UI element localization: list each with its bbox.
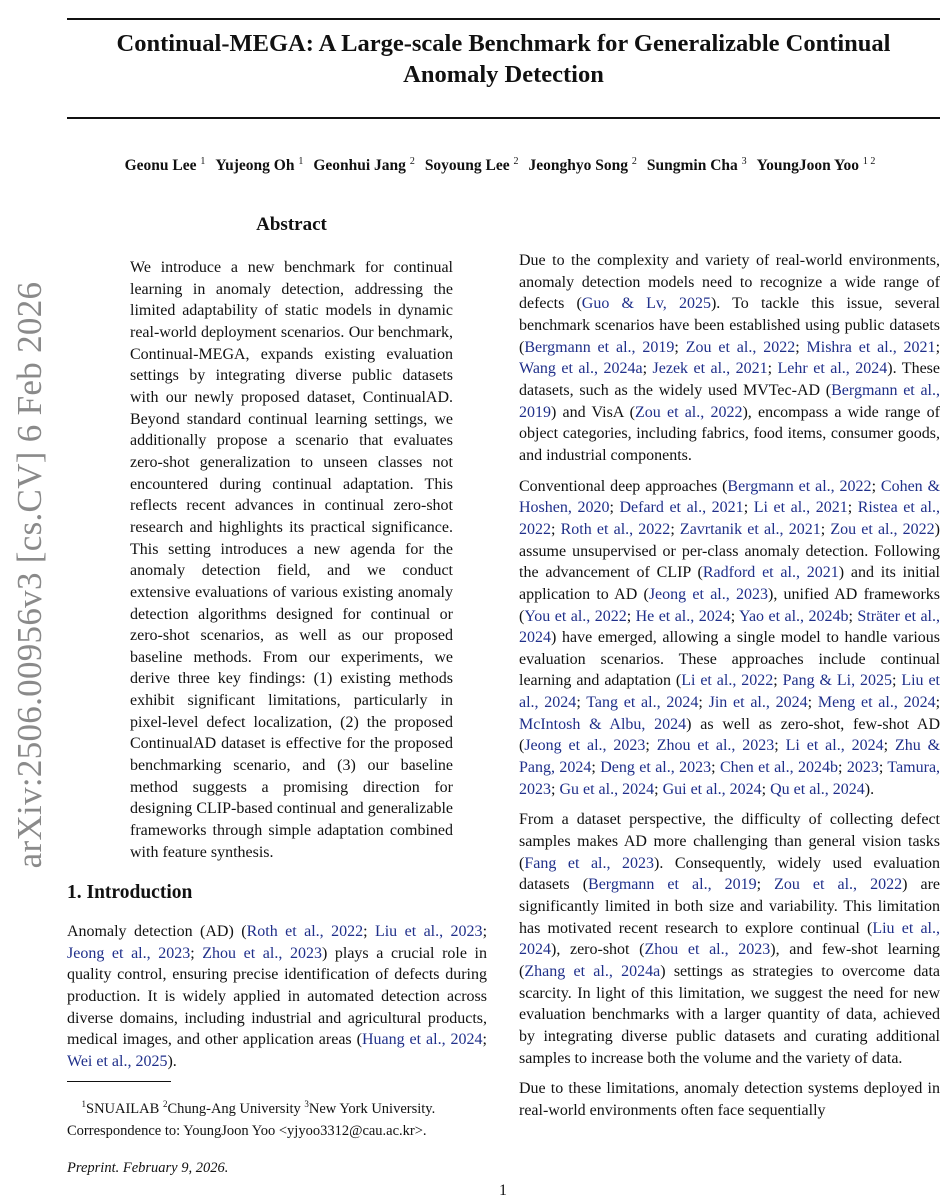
text-run: ), and few-shot learning (	[519, 941, 940, 980]
text-run: ) are significantly limited in both size and variability. This limitation has motivated recent research to explore continual (	[519, 876, 941, 937]
author-affiliation: 2	[513, 156, 519, 167]
author	[757, 157, 876, 174]
footnote-rule	[67, 1081, 171, 1082]
author-list	[60, 156, 940, 175]
text-run: ;	[591, 759, 601, 777]
text-run: ). Consequently, widely used evaluation datasets (	[519, 854, 941, 894]
author	[647, 157, 747, 174]
citation-link[interactable]: Zou et al., 2022	[830, 520, 935, 538]
text-run: ).	[864, 780, 875, 798]
text-run: ;	[847, 499, 858, 517]
paragraph	[519, 809, 940, 1069]
author	[425, 157, 519, 174]
text-run: ;	[774, 737, 786, 755]
author-affiliation: 3	[741, 156, 747, 167]
citation-link[interactable]: Qu et al., 2024	[770, 780, 865, 798]
citation-link[interactable]: Zou et al., 2022	[685, 338, 796, 356]
citation-link[interactable]: Chen et al., 2024b	[719, 759, 839, 777]
author	[125, 157, 206, 174]
text-run: ;	[935, 338, 941, 356]
author	[313, 157, 414, 174]
title-bottom-rule	[67, 117, 940, 119]
citation-link[interactable]: Zhou et al., 2023	[202, 944, 322, 962]
citation-link[interactable]: Pang & Li, 2025	[782, 672, 892, 690]
author-name: Geonhui Jang	[313, 157, 406, 175]
text-run: ;	[609, 499, 620, 517]
citation-link[interactable]: Jeong et al., 2023	[648, 585, 768, 603]
author-affiliation: 1	[298, 156, 304, 167]
citation-link[interactable]: Radford et al., 2021	[702, 564, 839, 582]
text-run: ;	[482, 923, 488, 940]
footnote-correspondence: Correspondence to: YoungJoon Yoo <yjyoo3312@cau.ac.kr>.	[67, 1122, 427, 1139]
citation-link[interactable]: He et al., 2024	[635, 607, 731, 625]
preprint-notice: Preprint. February 9, 2026.	[67, 1160, 229, 1176]
text-run: ;	[795, 338, 807, 356]
text-run: ;	[482, 1031, 487, 1049]
text-run: ;	[576, 694, 587, 712]
arxiv-identifier-sidebar: arXiv:2506.00956v3 [cs.CV] 6 Feb 2026	[10, 281, 49, 869]
text-run: ;	[935, 694, 941, 712]
aff-number: 3	[304, 1099, 309, 1109]
author-affiliation: 1 2	[862, 156, 876, 167]
intro-left-column	[67, 921, 487, 1082]
author-affiliation: 2	[409, 156, 415, 167]
citation-link[interactable]: Bergmann et al., 2019	[524, 338, 675, 356]
text-run: ;	[756, 876, 775, 894]
citation-link[interactable]: Zhou et al., 2023	[656, 737, 775, 755]
text-run: ;	[551, 780, 560, 798]
citation-link[interactable]: Bergmann et al., 2019	[519, 381, 941, 421]
abstract-body	[130, 257, 453, 872]
citation-link[interactable]: Sträter et al., 2024	[519, 607, 941, 647]
text-run: Conventional deep approaches (	[519, 477, 728, 495]
citation-link[interactable]: Jin et al., 2024	[708, 694, 808, 712]
text-run: Anomaly detection (AD) (	[67, 923, 247, 940]
text-run: ) have emerged, allowing a single model to handle various evaluation scenarios. These approaches include continual learning and adaptation (	[519, 629, 940, 690]
text-run: ). These datasets, such as the widely used MVTec-AD (	[519, 360, 941, 399]
text-run: ) and its initial application to AD (	[519, 564, 940, 603]
citation-link[interactable]: Zou et al., 2022	[774, 876, 903, 894]
text-run: ), unified AD frameworks (	[519, 585, 941, 625]
text-run: ;	[838, 759, 847, 777]
text-run: ;	[820, 520, 831, 538]
citation-link[interactable]: Guo & Lv, 2025	[581, 295, 711, 313]
aff-name: SNUAILAB	[86, 1100, 163, 1117]
text-run: ;	[730, 607, 739, 625]
text-run: ;	[848, 607, 858, 625]
author-name: Jeonghyo Song	[528, 157, 629, 175]
text-run: ) as well as zero-shot, few-shot AD (	[519, 715, 940, 755]
author-name: Soyoung Lee	[424, 157, 510, 175]
text-run: ;	[743, 499, 754, 517]
citation-link[interactable]: Liu et al., 2024	[519, 919, 941, 959]
author-name: Sungmin Cha	[646, 157, 738, 175]
text-run: ;	[645, 737, 657, 755]
citation-link[interactable]: Wei et al., 2025	[67, 1052, 168, 1070]
citation-link[interactable]: Lehr et al., 2024	[777, 360, 888, 378]
citation-link[interactable]: Meng et al., 2024	[817, 694, 936, 712]
text-run: Due to the complexity and variety of real-world environments, anomaly detection models need to recognize a wide range of defects (	[519, 252, 940, 313]
page-number: 1	[499, 1182, 507, 1199]
text-run: ;	[654, 780, 663, 798]
citation-link[interactable]: Zhang et al., 2024a	[524, 963, 661, 980]
text-run: ), encompass a wide range of object categories, including fabrics, food items, consumer goods, and industrial components.	[519, 403, 941, 464]
author	[529, 157, 637, 174]
citation-link[interactable]: Fang et al., 2023	[524, 854, 655, 872]
text-run: ;	[871, 477, 881, 495]
aff-name: New York University.	[308, 1100, 436, 1117]
text-run: ;	[767, 360, 778, 378]
citation-link[interactable]: Tamura, 2023	[519, 759, 941, 798]
abstract-heading: Abstract	[256, 214, 327, 235]
text-run: ) settings as strategies to overcome data scarcity. In light of this limitation, we suggest the need for new evaluation benchmarks with a larger quantity of data, achieved by integrating diverse public datasets and curating additional samples to increase both the volume and the variety of data.	[519, 963, 940, 1067]
citation-link[interactable]: Yao et al., 2024b	[739, 607, 849, 625]
text-run: ;	[891, 672, 902, 690]
aff-name: Chung-Ang University	[167, 1100, 305, 1117]
citation-link[interactable]: Jeong et al., 2023	[67, 944, 191, 962]
text-run: ;	[551, 520, 561, 538]
citation-link[interactable]: Li et al., 2024	[785, 737, 884, 755]
citation-link[interactable]: Deng et al., 2023	[600, 759, 712, 777]
citation-link[interactable]: Zhou et al., 2023	[644, 941, 771, 959]
author	[215, 157, 303, 174]
text-run: ;	[190, 944, 203, 962]
paragraph	[519, 476, 940, 801]
text-run: ;	[626, 607, 636, 625]
text-run: ;	[698, 694, 709, 712]
paragraph	[519, 1078, 940, 1121]
citation-link[interactable]: McIntosh & Albu, 2024	[519, 715, 687, 733]
citation-link[interactable]: Zhu & Pang, 2024	[519, 737, 941, 777]
citation-link[interactable]: Jeong et al., 2023	[524, 737, 646, 755]
author-name: Geonu Lee	[124, 157, 197, 175]
text-run: ;	[674, 338, 686, 356]
citation-link[interactable]: Defard et al., 2021	[619, 499, 744, 517]
paragraph	[519, 250, 940, 467]
citation-link[interactable]: Bergmann et al., 2019	[588, 876, 757, 894]
citation-link[interactable]: Jezek et al., 2021	[652, 360, 768, 378]
aff-number: 1	[81, 1099, 86, 1109]
citation-link[interactable]: Gui et al., 2024	[662, 780, 762, 798]
footnote	[67, 1093, 487, 1142]
intro-right-column	[519, 250, 940, 1131]
citation-link[interactable]: You et al., 2022	[524, 607, 627, 625]
section-heading-introduction: 1. Introduction	[67, 882, 193, 903]
text-run: ).	[167, 1052, 177, 1070]
citation-link[interactable]: Zou et al., 2022	[635, 403, 743, 421]
text-run: ) assume unsupervised or per-class anomaly detection. Following the advancement of CLIP (	[519, 520, 940, 582]
citation-link[interactable]: Roth et al., 2022	[560, 520, 671, 538]
paragraph	[67, 921, 487, 1073]
text-run: ;	[670, 520, 680, 538]
footnote-affiliations	[67, 1093, 487, 1120]
text-run: ;	[761, 780, 771, 798]
citation-link[interactable]: Li et al., 2022	[681, 672, 774, 690]
citation-link[interactable]: 2023	[846, 759, 879, 777]
text-run: ;	[773, 672, 783, 690]
text-run: ) plays a crucial role in quality control, ensuring precise identification of defects during production. It is widely applied in automated detection across diverse domains, including industrial and agricultural products, medical images, and other application areas (	[67, 944, 488, 1049]
citation-link[interactable]: Mishra et al., 2021	[806, 338, 936, 356]
citation-link[interactable]: Zavrtanik et al., 2021	[679, 520, 821, 538]
citation-link[interactable]: Wang et al., 2024a	[519, 360, 643, 378]
text-run: Due to these limitations, anomaly detection systems deployed in real-world environments often face sequentially	[519, 1080, 940, 1119]
citation-link[interactable]: Huang et al., 2024	[361, 1031, 483, 1049]
text-run: ;	[642, 360, 653, 378]
author-name: YoungJoon Yoo	[756, 157, 860, 175]
text-run: From a dataset perspective, the difficulty of collecting defect samples makes AD more challenging than general vision tasks (	[519, 811, 940, 872]
author-name: Yujeong Oh	[215, 157, 295, 175]
text-run: ;	[883, 737, 895, 755]
citation-link[interactable]: Gu et al., 2024	[559, 780, 655, 798]
citation-link[interactable]: Ristea et al., 2022	[519, 499, 940, 538]
abstract-text: We introduce a new benchmark for continual learning in anomaly detection, addressing the limited adaptability of static models in dynamic real-world deployment scenarios. Our benchmark, Continual-MEGA, expands existing evaluation settings by integrating diverse public datasets with our newly proposed dataset, ContinualAD. Beyond standard continual learning settings, we additionally propose a scenario that evaluates zero-shot generalization to unseen classes not encountered during continual adaptation. This reflects recent advances in continual zero-shot research and highlights its practical significance. This setting introduces a new agenda for the anomaly detection field, and we conduct extensive evaluations of various existing anomaly detection algorithms designed for continual or zero-shot scenarios, as well as our proposed baseline methods. From our experiments, we derive three key findings: (1) existing methods exhibit significant limitations, particularly in pixel-level defect localization, (2) the proposed ContinualAD dataset is effective for the proposed benchmarking scenario, and (3) our baseline method suggests a promising direction for designing CLIP-based continual and generalizable frameworks through simple adaptation combined with feature synthesis.	[130, 259, 453, 861]
paper-title: Continual-MEGA: A Large-scale Benchmark for Generalizable Continual Anomaly Detection	[116, 30, 891, 88]
citation-link[interactable]: Roth et al., 2022	[246, 923, 364, 940]
text-run: ) and VisA (	[551, 403, 635, 421]
citation-link[interactable]: Liu et al., 2023	[374, 923, 483, 940]
citation-link[interactable]: Tang et al., 2024	[586, 694, 699, 712]
text-run: ;	[807, 694, 818, 712]
text-run: ). To tackle this issue, several benchmark scenarios have been established using public datasets (	[519, 295, 940, 356]
citation-link[interactable]: Bergmann et al., 2022	[727, 477, 872, 495]
text-run: ;	[878, 759, 888, 777]
author-affiliation: 2	[631, 156, 637, 167]
text-run: ;	[711, 759, 720, 777]
citation-link[interactable]: Liu et al., 2024	[519, 672, 940, 712]
text-run: ), zero-shot (	[551, 941, 645, 959]
citation-link[interactable]: Cohen & Hoshen, 2020	[519, 477, 941, 517]
title-top-rule	[67, 18, 940, 20]
aff-number: 2	[162, 1099, 168, 1109]
text-run: ;	[363, 923, 375, 940]
citation-link[interactable]: Li et al., 2021	[753, 499, 848, 517]
author-affiliation: 1	[200, 156, 206, 167]
